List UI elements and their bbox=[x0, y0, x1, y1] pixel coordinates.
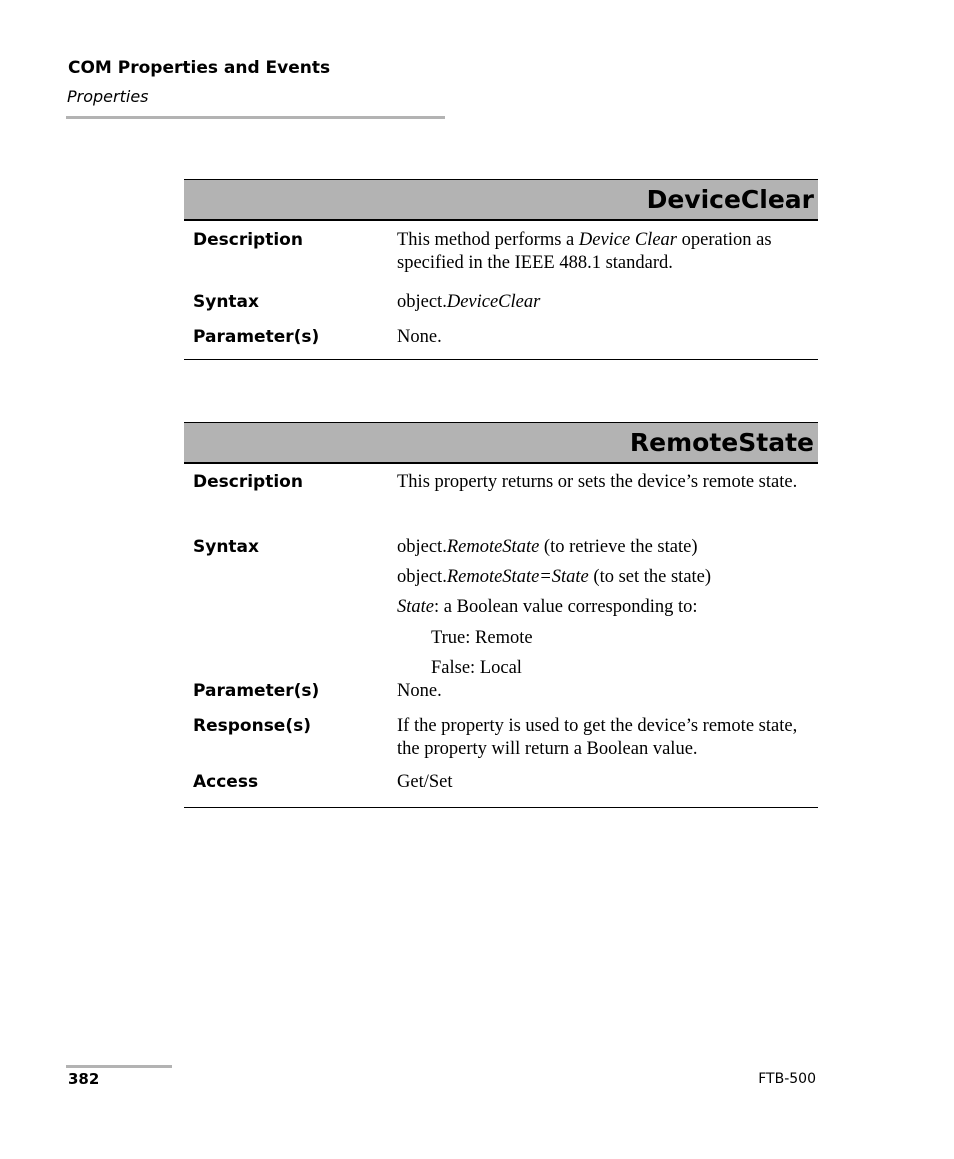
remotestate-access-row bbox=[184, 769, 818, 808]
header-rule bbox=[66, 116, 445, 119]
footer-rule bbox=[66, 1065, 172, 1068]
deviceclear-parameters-row bbox=[184, 320, 818, 360]
section-title: COM Properties and Events bbox=[68, 58, 331, 78]
state-description-line: State: a Boolean value corresponding to: bbox=[397, 597, 698, 617]
access-label: Access bbox=[193, 772, 259, 792]
parameters-value: None. bbox=[397, 681, 442, 701]
remotestate-syntax-row bbox=[184, 528, 818, 678]
deviceclear-header bbox=[184, 179, 818, 221]
page-number: 382 bbox=[68, 1070, 100, 1088]
description-label: Description bbox=[193, 472, 303, 492]
state-false-line: False: Local bbox=[431, 658, 522, 678]
section-subtitle: Properties bbox=[67, 87, 149, 106]
parameters-label: Parameter(s) bbox=[193, 327, 320, 347]
remotestate-response-row bbox=[184, 710, 818, 769]
parameters-value: None. bbox=[397, 327, 442, 347]
state-true-line: True: Remote bbox=[431, 628, 533, 648]
syntax-label: Syntax bbox=[193, 537, 259, 557]
syntax-set-line: object.RemoteState=State (to set the state) bbox=[397, 567, 712, 587]
syntax-get-line: object.RemoteState (to retrieve the state) bbox=[397, 537, 698, 557]
deviceclear-title: DeviceClear bbox=[646, 185, 814, 214]
response-value: If the property is used to get the device’s remote state, the property will return a Boolean value. bbox=[397, 716, 798, 759]
remotestate-parameters-row bbox=[184, 674, 818, 710]
syntax-label: Syntax bbox=[193, 292, 259, 312]
deviceclear-syntax-row bbox=[184, 285, 818, 320]
document-name: FTB-500 bbox=[758, 1071, 816, 1087]
remotestate-header bbox=[184, 422, 818, 464]
deviceclear-block bbox=[184, 179, 818, 360]
deviceclear-description-row bbox=[184, 221, 818, 285]
syntax-value: object.DeviceClear bbox=[397, 292, 541, 312]
remotestate-block bbox=[184, 422, 818, 808]
access-value: Get/Set bbox=[397, 772, 453, 792]
response-label: Response(s) bbox=[193, 716, 311, 736]
remotestate-title: RemoteState bbox=[629, 428, 814, 457]
parameters-label: Parameter(s) bbox=[193, 681, 320, 701]
remotestate-description-row bbox=[184, 464, 818, 528]
syntax-value bbox=[397, 528, 817, 680]
description-value: This method performs a Device Clear operation as specified in the IEEE 488.1 standard. bbox=[397, 230, 772, 273]
description-value: This property returns or sets the device’s remote state. bbox=[397, 472, 798, 492]
description-label: Description bbox=[193, 230, 303, 250]
